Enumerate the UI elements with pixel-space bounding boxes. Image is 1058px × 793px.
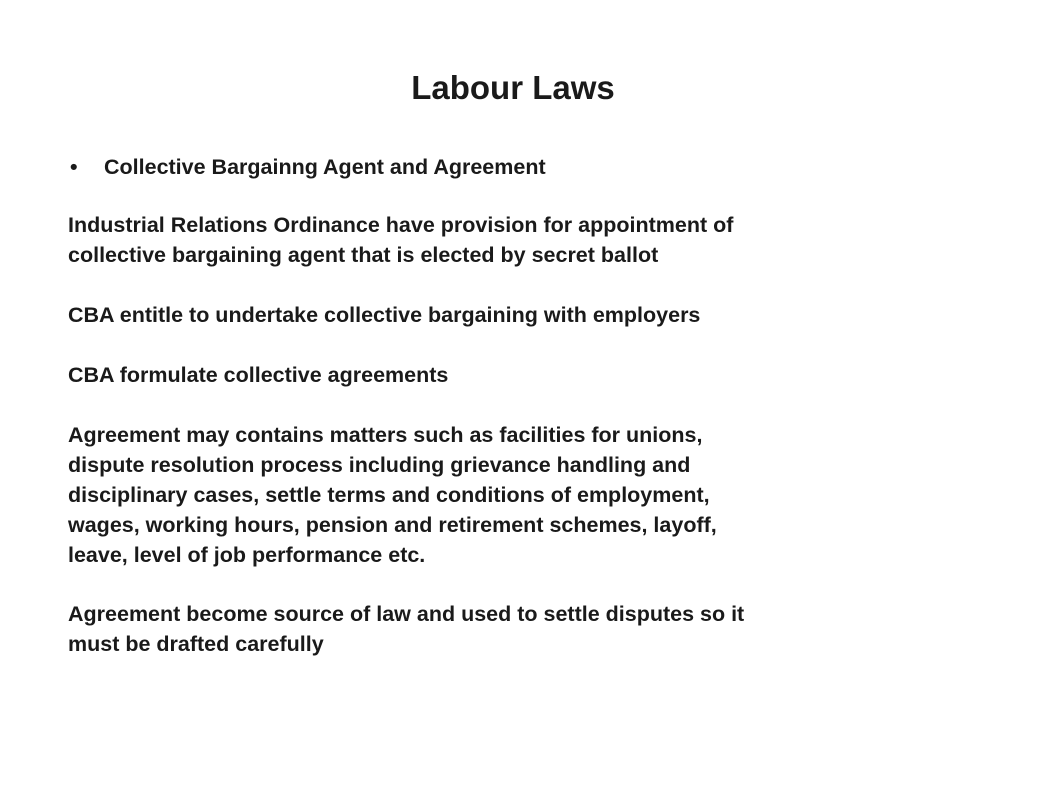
bullet-item [70, 153, 546, 181]
bullet-text: Collective Bargainng Agent and Agreement [104, 155, 546, 179]
paragraph-line: leave, level of job performance etc. [68, 543, 426, 567]
paragraph-agreement-matters [68, 420, 1028, 570]
bullet-dot: • [70, 155, 78, 179]
paragraph-line: CBA formulate collective agreements [68, 363, 449, 387]
paragraph-line: collective bargaining agent that is elected by secret ballot [68, 243, 659, 267]
paragraph-source-of-law [68, 599, 1028, 659]
paragraph-line: Agreement may contains matters such as facilities for unions, [68, 423, 703, 447]
paragraph-line: disciplinary cases, settle terms and conditions of employment, [68, 483, 710, 507]
paragraph-line: must be drafted carefully [68, 632, 324, 656]
paragraph-ordinance [68, 210, 1028, 270]
paragraph-cba-entitle [68, 300, 1028, 330]
paragraph-line: Agreement become source of law and used to settle disputes so it [68, 602, 745, 626]
paragraph-line: Industrial Relations Ordinance have provision for appointment of [68, 213, 734, 237]
paragraph-line: dispute resolution process including grievance handling and [68, 453, 691, 477]
slide-title: Labour Laws [411, 69, 615, 106]
paragraph-cba-formulate [68, 360, 1028, 390]
paragraph-line: CBA entitle to undertake collective bargaining with employers [68, 303, 701, 327]
paragraph-line: wages, working hours, pension and retirement schemes, layoff, [68, 513, 717, 537]
